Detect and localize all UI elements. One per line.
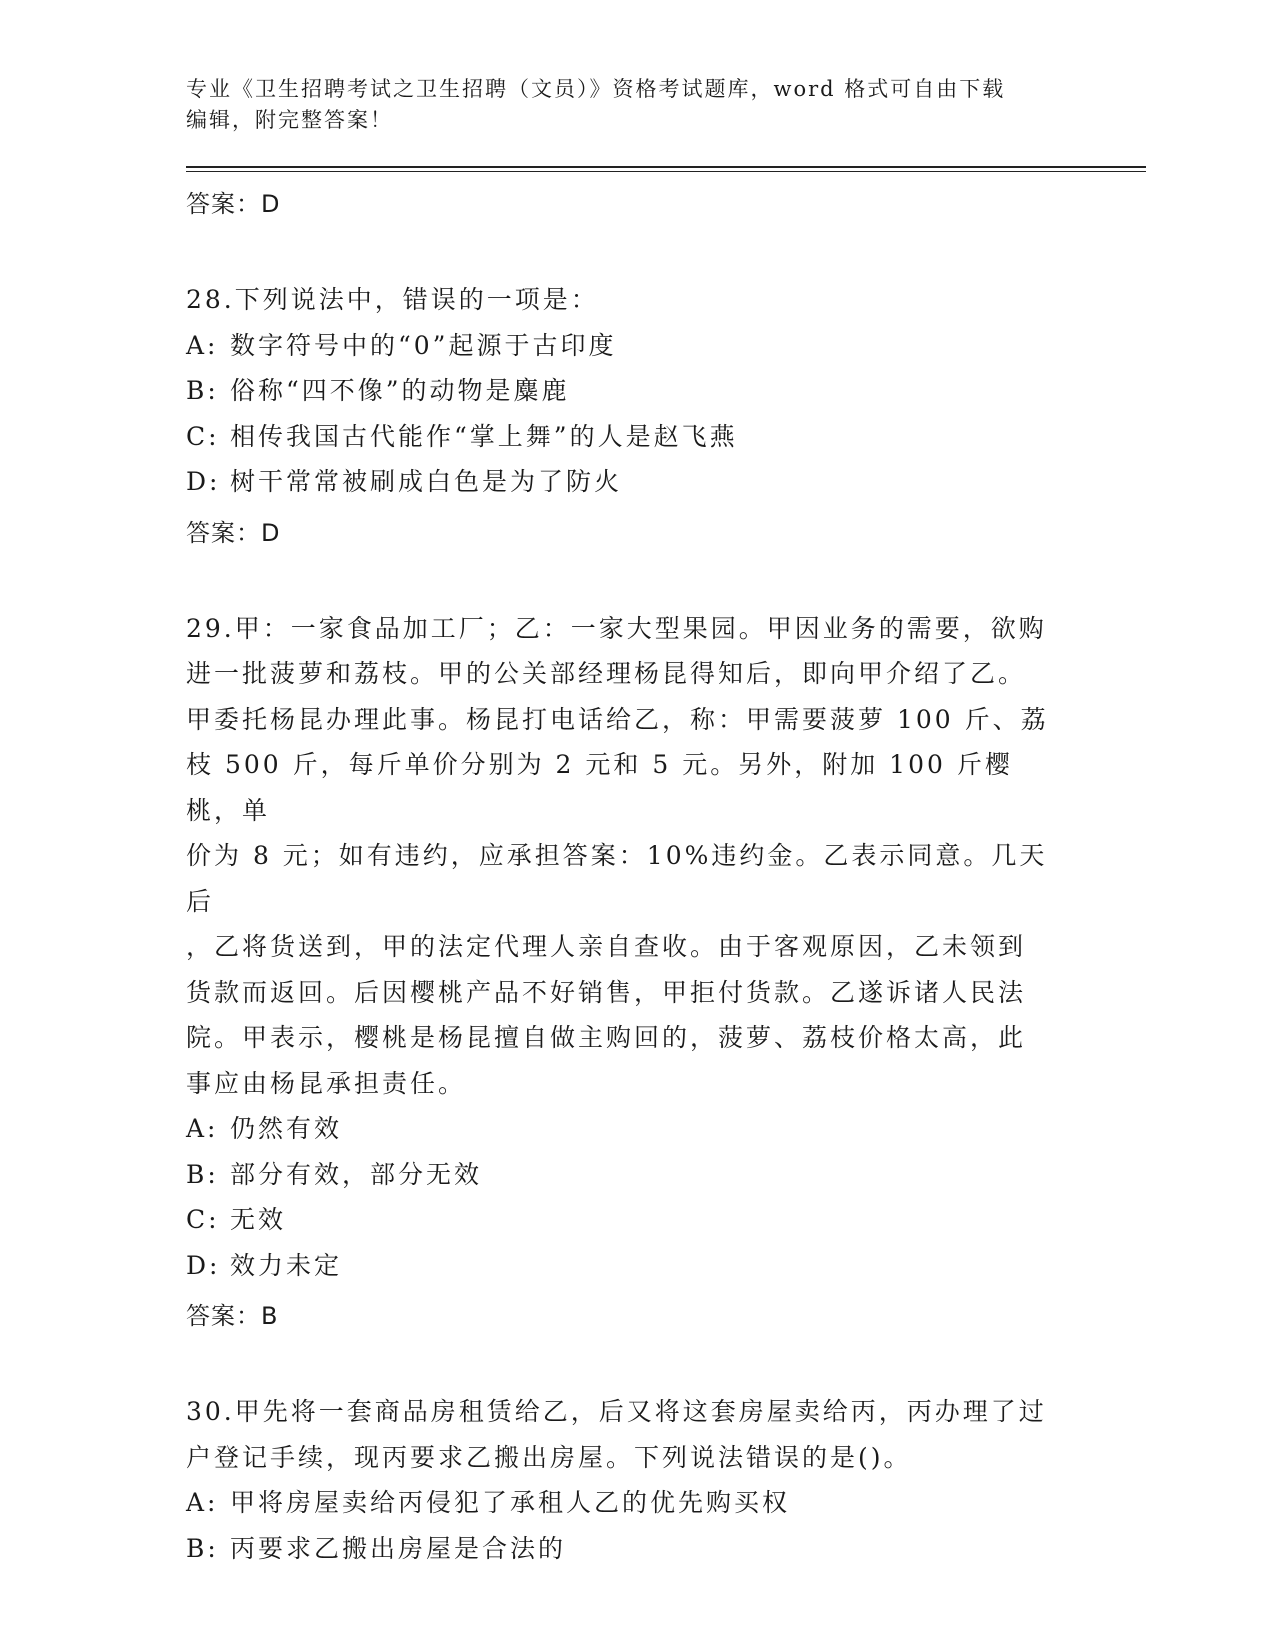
question-line: 枝 500 斤，每斤单价分别为 2 元和 5 元。另外，附加 100 斤樱桃，单 xyxy=(186,750,1013,825)
question-30-text xyxy=(186,1389,1066,1480)
question-line: ，乙将货送到，甲的法定代理人亲自查收。由于客观原因，乙未领到 xyxy=(186,932,1027,961)
option-letter: A: xyxy=(186,1114,219,1143)
header-line-1: 专业《卫生招聘考试之卫生招聘（文员）》资格考试题库，word 格式可自由下载 xyxy=(186,77,1006,101)
option-letter: D: xyxy=(186,467,221,496)
option-text: 效力未定 xyxy=(230,1250,343,1280)
option-letter: D: xyxy=(186,1250,221,1280)
question-28-option-a xyxy=(186,323,1146,369)
option-letter: B: xyxy=(186,1533,219,1563)
divider-thin xyxy=(186,171,1146,172)
question-28-option-c xyxy=(186,414,1146,460)
question-29-option-c xyxy=(186,1197,1146,1243)
option-letter: C: xyxy=(186,1205,220,1234)
previous-answer: 答案：D xyxy=(186,190,281,218)
option-letter: C: xyxy=(186,421,220,451)
question-29-option-d xyxy=(186,1243,1146,1289)
question-28-text xyxy=(186,277,1066,323)
question-line: 29.甲：一家食品加工厂；乙：一家大型果园。甲因业务的需要，欲购 xyxy=(186,613,1047,643)
option-text: 相传我国古代能作“掌上舞”的人是赵飞燕 xyxy=(230,421,738,451)
question-29 xyxy=(186,606,1146,1332)
option-letter: B: xyxy=(186,1159,219,1189)
option-text: 丙要求乙搬出房屋是合法的 xyxy=(230,1533,567,1563)
option-text: 无效 xyxy=(230,1205,287,1234)
option-text: 仍然有效 xyxy=(230,1114,343,1143)
question-30-option-a xyxy=(186,1480,1146,1526)
question-line: 价为 8 元；如有违约，应承担答案：10%违约金。乙表示同意。几天后 xyxy=(186,841,1048,916)
question-line: 甲委托杨昆办理此事。杨昆打电话给乙，称：甲需要菠萝 100 斤、荔 xyxy=(186,704,1049,734)
question-29-text xyxy=(186,606,1066,1107)
question-30 xyxy=(186,1389,1146,1571)
question-line: 户登记手续，现丙要求乙搬出房屋。下列说法错误的是()。 xyxy=(186,1442,912,1472)
question-line: 事应由杨昆承担责任。 xyxy=(186,1068,467,1098)
question-30-option-b xyxy=(186,1526,1146,1572)
question-line: 院。甲表示，樱桃是杨昆擅自做主购回的，菠萝、荔枝价格太高，此 xyxy=(186,1023,1027,1052)
header-line-2: 编辑，附完整答案！ xyxy=(186,108,393,132)
option-text: 数字符号中的“0”起源于古印度 xyxy=(230,330,617,360)
question-line: 货款而返回。后因樱桃产品不好销售，甲拒付货款。乙遂诉诸人民法 xyxy=(186,977,1027,1007)
question-line: 30.甲先将一套商品房租赁给乙，后又将这套房屋卖给丙，丙办理了过 xyxy=(186,1397,1047,1426)
option-text: 俗称“四不像”的动物是麋鹿 xyxy=(230,376,570,405)
divider-thick xyxy=(186,166,1146,168)
option-letter: A: xyxy=(186,1488,219,1517)
document-header xyxy=(186,74,1066,136)
question-28-answer: 答案：D xyxy=(186,518,281,547)
option-text: 部分有效，部分无效 xyxy=(230,1159,483,1189)
question-line: 进一批菠萝和荔枝。甲的公关部经理杨昆得知后，即向甲介绍了乙。 xyxy=(186,659,1027,688)
question-line: 28.下列说法中，错误的一项是： xyxy=(186,285,599,314)
question-28 xyxy=(186,277,1146,548)
header-divider xyxy=(186,166,1146,172)
question-29-answer: 答案：B xyxy=(186,1302,279,1330)
question-28-option-d xyxy=(186,459,1146,505)
option-letter: A: xyxy=(186,330,219,360)
option-text: 树干常常被刷成白色是为了防火 xyxy=(230,467,623,496)
question-28-option-b xyxy=(186,368,1146,414)
document-page xyxy=(186,0,1146,1571)
question-29-option-a xyxy=(186,1106,1146,1152)
option-letter: B: xyxy=(186,376,219,405)
option-text: 甲将房屋卖给丙侵犯了承租人乙的优先购买权 xyxy=(230,1488,791,1517)
question-29-option-b xyxy=(186,1152,1146,1198)
